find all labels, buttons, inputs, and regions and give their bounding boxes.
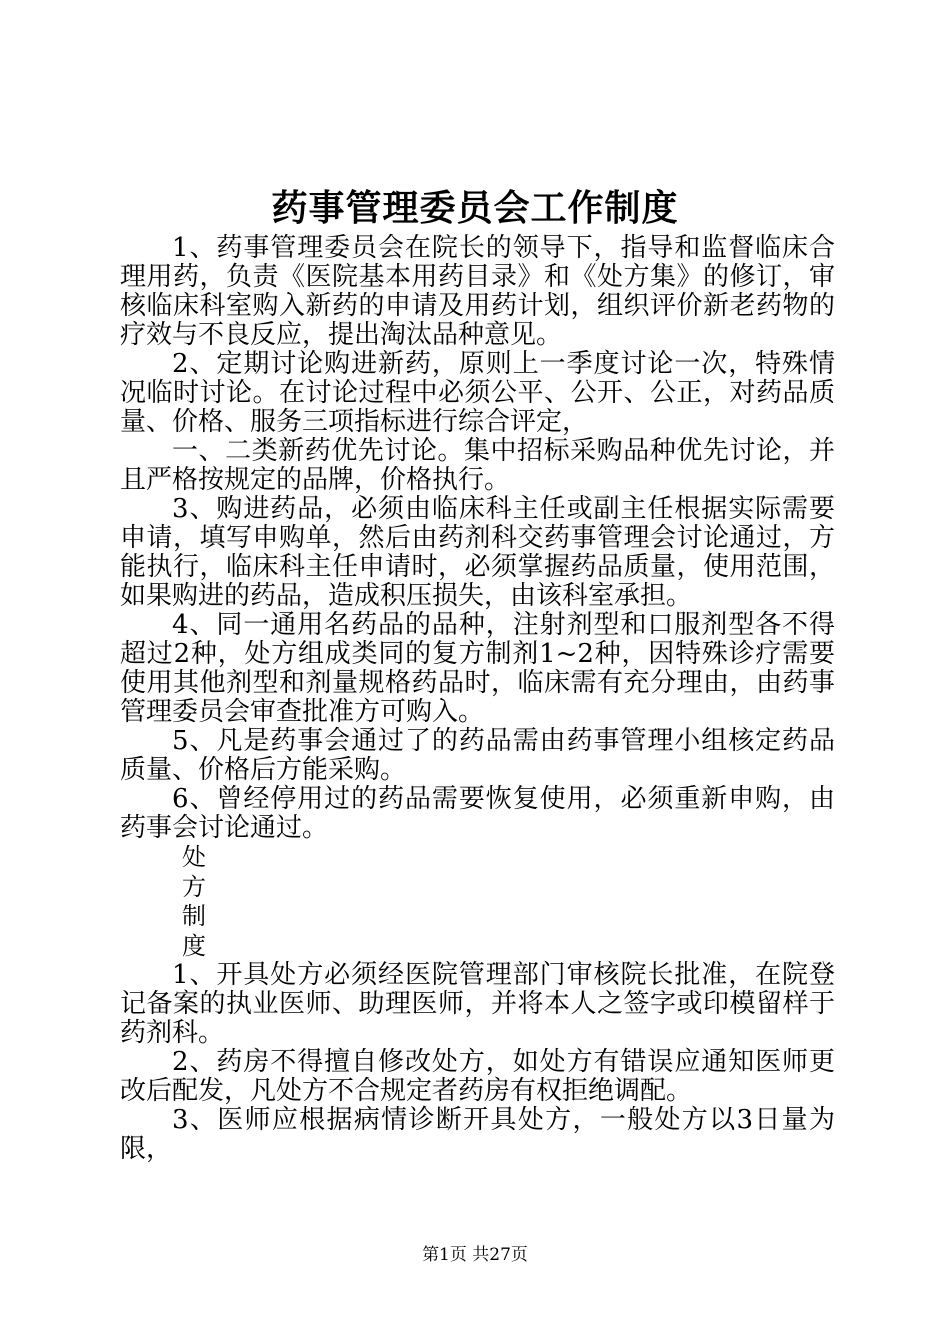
section-heading-vertical bbox=[182, 843, 835, 961]
paragraph: 6、曾经停用过的药品需要恢复使用，必须重新申购，由药事会讨论通过。 bbox=[120, 784, 835, 843]
paragraph: 5、凡是药事会通过了的药品需由药事管理小组核定药品质量、价格后方能采购。 bbox=[120, 726, 835, 785]
paragraph: 一、二类新药优先讨论。集中招标采购品种优先讨论，并且严格按规定的品牌，价格执行。 bbox=[120, 436, 835, 495]
section-heading-char: 方 bbox=[182, 872, 206, 901]
paragraph: 1、开具处方必须经医院管理部门审核院长批准，在院登记备案的执业医师、助理医师，并将本人之签字或印模留样于药剂科。 bbox=[120, 960, 835, 1048]
paragraph: 3、医师应根据病情诊断开具处方，一般处方以3日量为限， bbox=[120, 1105, 835, 1164]
paragraph: 4、同一通用名药品的品种，注射剂型和口服剂型各不得超过2种，处方组成类同的复方制剂1~2种，因特殊诊疗需要使用其他剂型和剂量规格药品时，临床需有充分理由，由药事管理委员会审查批准方可购入。 bbox=[120, 610, 835, 727]
document-body bbox=[120, 234, 835, 1164]
section-heading-char: 度 bbox=[182, 931, 206, 960]
paragraph: 2、药房不得擅自修改处方，如处方有错误应通知医师更改后配发，凡处方不合规定者药房有权拒绝调配。 bbox=[120, 1047, 835, 1106]
document-title: 药事管理委员会工作制度 bbox=[271, 187, 679, 229]
paragraph: 1、药事管理委员会在院长的领导下，指导和监督临床合理用药，负责《医院基本用药目录》和《处方集》的修订，审核临床科室购入新药的申请及用药计划，组织评价新老药物的疗效与不良反应，提出淘汰品种意见。 bbox=[120, 233, 835, 350]
section-heading-char: 处 bbox=[182, 843, 206, 871]
page-footer: 第1页 共27页 bbox=[422, 1245, 528, 1265]
paragraph: 2、定期讨论购进新药，原则上一季度讨论一次，特殊情况临时讨论。在讨论过程中必须公平、公开、公正，对药品质量、价格、服务三项指标进行综合评定， bbox=[120, 349, 835, 437]
section-heading-char: 制 bbox=[182, 902, 206, 930]
paragraph: 3、购进药品，必须由临床科主任或副主任根据实际需要申请，填写申购单，然后由药剂科交药事管理会讨论通过，方能执行，临床科主任申请时，必须掌握药品质量，使用范围，如果购进的药品，造成积压损失，由该科室承担。 bbox=[120, 494, 835, 611]
